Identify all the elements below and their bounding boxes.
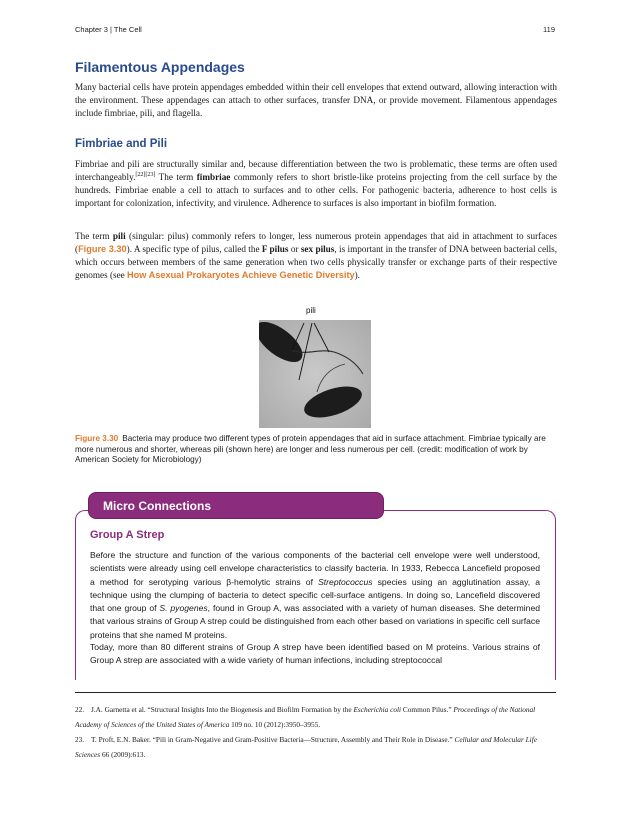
text-run: ). <box>354 270 360 281</box>
pili-paragraph <box>75 230 557 282</box>
text-run: 66 (2009):613. <box>100 750 146 759</box>
page-header <box>75 25 555 37</box>
page-number: 119 <box>543 25 555 34</box>
feature-paragraph-1 <box>90 549 540 642</box>
italic-run: Cellular and Molecular Life Sciences <box>75 735 537 759</box>
text-run: species using an agglutination assay, a technique using the clumping of bacteria to detect specific cell-surface antigens. In doing so, Lancefield discovered that one group of <box>90 576 540 614</box>
text-run: ). A specific type of pilus, called the <box>126 244 262 255</box>
text-run: , is important in the transfer of DNA between bacterial cells, which occurs between members of the same generation when two cells physically transfer or exchange parts of their respective genomes (see <box>75 244 557 281</box>
text-run: , found in Group A, was associated with a variety of human diseases. She determined that various strains of Group A strep could be distinguished from each other based on variations in specific cell surface proteins that she named M proteins. <box>90 603 541 640</box>
micro-connections-label: Micro Connections <box>103 499 212 513</box>
text-run: commonly refers to short bristle-like proteins projecting from the cell surface by the hundreds. Fimbriae enable a cell to attach to surfaces and to other cells. For pathogenic bacteria, adherence to host cells is important for colonization, infectivity, and virulence. Adherence to surfaces is also important in biofilm formation. <box>75 172 557 209</box>
footnote-number: 23. <box>75 735 85 744</box>
text-run: 109 no. 10 (2012):3950–3955. <box>229 720 321 729</box>
footnote-23 <box>75 732 556 762</box>
text-run: Common Pilus.” <box>401 705 454 714</box>
term-pili: pili <box>112 231 126 241</box>
footnote-rule <box>75 692 556 693</box>
text-run: The term <box>75 231 113 241</box>
footnote-number: 22. <box>75 705 85 714</box>
footnote-ref-22[interactable]: [22] <box>135 172 146 179</box>
text-run: The term <box>155 172 197 183</box>
pili-label: pili <box>306 306 316 315</box>
feature-title: Group A Strep <box>90 529 165 541</box>
feature-paragraph-2: Today, more than 80 different strains of Group A strep have been identified based on M proteins. Various strains of Group A strep are associated with a wide variety of human infections, including streptococcal <box>90 642 540 666</box>
pili-micrograph <box>259 306 371 428</box>
text-run: or <box>288 244 301 255</box>
text-run: (singular: pilus) commonly refers to longer, less numerous protein appendages that aid in attachment to surfaces ( <box>75 231 557 255</box>
running-head-chapter: Chapter 3 | The Cell <box>75 25 142 34</box>
text-run: Fimbriae and pili are structurally similar and, because differentiation between the two is problematic, these terms are often used interchangeably. <box>75 159 557 183</box>
term-f-pilus: F pilus <box>261 244 289 255</box>
text-run: Before the structure and function of the various components of the bacterial cell envelope were well understood, scientists were already using cell envelope characteristics to classify bacteria. In 1933, Rebecca Lancefield proposed a method for serotyping various β-hemolytic strains of <box>90 550 540 587</box>
italic-run: Streptococcus <box>318 576 373 587</box>
intro-paragraph: Many bacterial cells have protein appendages embedded within their cell envelopes that extend outward, allowing interaction with the environment. These appendages can attach to other surfaces, transfer DNA, or provide movement. Filamentous appendages include fimbriae, pili, and flagella. <box>75 82 557 119</box>
figure-3-30-link[interactable]: Figure 3.30 <box>78 244 127 255</box>
italic-run: Escherichia coli <box>353 705 402 714</box>
fimbriae-paragraph <box>75 158 557 210</box>
italic-run: S. pyogenes <box>159 603 208 614</box>
footnote-22 <box>75 702 556 732</box>
genetic-diversity-link[interactable]: How Asexual Prokaryotes Achieve Genetic Diversity <box>127 270 355 281</box>
section-title: Filamentous Appendages <box>75 59 245 75</box>
caption-text: Bacteria may produce two different types of protein appendages that aid in surface attachment. Fimbriae typically are more numerous and shorter, whereas pili (shown here) are longer and less numerous per cell. (credit: modification of work by American Society for Microbiology) <box>75 434 546 465</box>
text-run: T. Proft, E.N. Baker. “Pili in Gram-Negative and Gram-Positive Bacteria—Structure, Assembly and Their Role in Disease.” <box>91 735 455 744</box>
italic-run: Proceedings of the National Academy of Sciences of the United States of America <box>75 705 536 729</box>
figure-caption <box>75 434 557 466</box>
term-sex-pilus: sex pilus <box>300 244 335 255</box>
subsection-title: Fimbriae and Pili <box>75 138 168 150</box>
micro-connections-tab <box>88 492 384 519</box>
footnote-ref-23[interactable]: [23] <box>145 172 156 179</box>
term-fimbriae: fimbriae <box>196 172 231 183</box>
figure-number: Figure 3.30 <box>75 434 119 443</box>
text-run: J.A. Garnetta et al. “Structural Insights Into the Biogenesis and Biofilm Formation by the <box>91 705 354 714</box>
